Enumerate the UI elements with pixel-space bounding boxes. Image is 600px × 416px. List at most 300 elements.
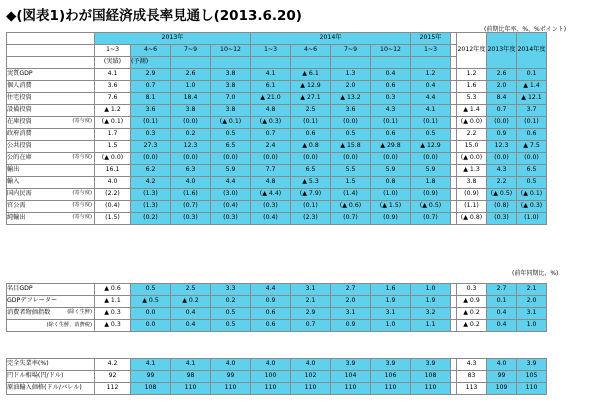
- value-cell: ▲ 29.8: [371, 141, 411, 153]
- value-cell: 7.7: [251, 165, 291, 177]
- row-label: [7, 165, 95, 177]
- row-label: [7, 189, 95, 201]
- value-cell: 0.5: [211, 129, 251, 141]
- header-fy-2013: 2013年度: [487, 33, 517, 69]
- nominal-price-table: [6, 283, 547, 332]
- value-cell: 2.9: [131, 69, 171, 81]
- value-cell: 0.0: [131, 308, 171, 320]
- row-label: [7, 141, 95, 153]
- value-cell: 1.0: [411, 284, 451, 296]
- row-label-text: 純輸出: [7, 214, 26, 222]
- value-cell: 12.3: [171, 141, 211, 153]
- table-row: [7, 308, 547, 320]
- growth-forecast-table: [6, 32, 547, 225]
- value-cell: 2.2: [457, 129, 487, 141]
- value-cell: 1.0: [171, 81, 211, 93]
- value-cell: 1.0: [517, 320, 547, 332]
- row-label: [7, 296, 95, 308]
- value-cell: ▲ 0.2: [171, 296, 211, 308]
- value-cell: ▲ 1.4: [457, 105, 487, 117]
- value-cell: (2.3): [291, 213, 331, 225]
- value-cell: (▲ 0.3): [251, 117, 291, 129]
- value-cell: 8.1: [131, 93, 171, 105]
- value-cell: 110: [371, 383, 411, 395]
- value-cell: (0.0): [211, 153, 251, 165]
- row-label-text: 実質GDP: [7, 70, 33, 78]
- table-row: [7, 153, 547, 165]
- value-cell: (0.0): [291, 153, 331, 165]
- value-cell: 98: [171, 371, 211, 383]
- value-cell: 112: [95, 383, 131, 395]
- table-row: [7, 213, 547, 225]
- table-row: [7, 117, 547, 129]
- value-cell: ▲ 0.2: [457, 320, 487, 332]
- value-cell: 0.9: [487, 129, 517, 141]
- value-cell: 0.9: [331, 320, 371, 332]
- row-label-text: 政府消費: [7, 130, 32, 138]
- row-label-text: 官公需: [7, 202, 26, 210]
- value-cell: (0.0): [251, 153, 291, 165]
- value-cell: (0.1): [517, 117, 547, 129]
- value-cell: 3.1: [331, 308, 371, 320]
- value-cell: 2.6: [487, 69, 517, 81]
- header-quarter: 1~3: [411, 45, 451, 57]
- value-cell: (0.4): [251, 213, 291, 225]
- value-cell: 110: [331, 383, 371, 395]
- value-cell: (1.0): [517, 213, 547, 225]
- macro-assumption-table: [6, 358, 547, 395]
- value-cell: (▲ 0.0): [457, 153, 487, 165]
- row-label-text: 名目GDP: [7, 285, 33, 293]
- value-cell: ▲ 1.2: [95, 105, 131, 117]
- value-cell: (▲ 0.5): [411, 201, 451, 213]
- value-cell: 27.3: [131, 141, 171, 153]
- value-cell: 4.2: [95, 359, 131, 371]
- row-label: [7, 117, 95, 129]
- value-cell: 0.9: [251, 296, 291, 308]
- value-cell: (▲ 0.6): [331, 201, 371, 213]
- value-cell: 83: [457, 371, 487, 383]
- value-cell: 6.5: [211, 141, 251, 153]
- value-cell: (0.7): [171, 201, 211, 213]
- table-row: [7, 129, 547, 141]
- value-cell: 8.4: [487, 93, 517, 105]
- value-cell: 3.8: [211, 69, 251, 81]
- value-cell: 7.6: [95, 93, 131, 105]
- header-fy-2012: 2012年度: [457, 33, 487, 69]
- value-cell: 3.3: [211, 284, 251, 296]
- row-label-text: 公的在庫: [7, 154, 32, 162]
- header-blank: [171, 57, 211, 69]
- value-cell: ▲ 12.9: [411, 141, 451, 153]
- value-cell: 113: [457, 383, 487, 395]
- value-cell: 3.7: [517, 105, 547, 117]
- value-cell: (▲ 0.1): [211, 117, 251, 129]
- value-cell: 1.1: [411, 320, 451, 332]
- value-cell: (1.1): [457, 201, 487, 213]
- mid-rows: [7, 284, 547, 332]
- value-cell: ▲ 27.1: [291, 93, 331, 105]
- value-cell: ▲ 0.5: [131, 296, 171, 308]
- row-label: [7, 308, 95, 320]
- value-cell: 0.4: [487, 308, 517, 320]
- value-cell: 0.6: [517, 129, 547, 141]
- table-row: [7, 201, 547, 213]
- value-cell: 2.1: [291, 296, 331, 308]
- unit-label-top: (前期比年率、%、%ポイント): [484, 26, 567, 33]
- value-cell: 4.0: [487, 359, 517, 371]
- value-cell: 3.9: [517, 359, 547, 371]
- value-cell: 4.3: [487, 165, 517, 177]
- row-note: (寄与度): [72, 214, 92, 221]
- row-label: [7, 93, 95, 105]
- value-cell: 110: [251, 383, 291, 395]
- row-label: [7, 177, 95, 189]
- value-cell: ▲ 0.9: [457, 296, 487, 308]
- value-cell: 0.7: [291, 320, 331, 332]
- value-cell: 5.9: [411, 165, 451, 177]
- value-cell: 0.2: [171, 129, 211, 141]
- value-cell: (0.4): [95, 201, 131, 213]
- value-cell: 0.7: [251, 129, 291, 141]
- value-cell: 3.6: [95, 81, 131, 93]
- value-cell: (2.2): [95, 189, 131, 201]
- table-row: [7, 320, 547, 332]
- value-cell: 0.5: [131, 284, 171, 296]
- value-cell: (0.1): [131, 117, 171, 129]
- value-cell: (0.0): [487, 153, 517, 165]
- header-status-forecast: (予測): [131, 57, 171, 69]
- value-cell: ▲ 0.2: [457, 308, 487, 320]
- value-cell: (1.5): [95, 213, 131, 225]
- value-cell: 6.5: [291, 165, 331, 177]
- value-cell: 4.1: [411, 105, 451, 117]
- header-quarter: 1~3: [95, 45, 131, 57]
- value-cell: (0.1): [371, 117, 411, 129]
- value-cell: 3.1: [371, 308, 411, 320]
- value-cell: (1.4): [331, 189, 371, 201]
- value-cell: 0.7: [487, 105, 517, 117]
- row-label-text: 個人消費: [7, 82, 32, 90]
- value-cell: (0.0): [131, 153, 171, 165]
- row-label: [7, 201, 95, 213]
- value-cell: 0.3: [131, 129, 171, 141]
- value-cell: 3.9: [371, 359, 411, 371]
- header-quarter: 10~12: [371, 45, 411, 57]
- header-fy-2014: 2014年度: [517, 33, 547, 69]
- row-label: [7, 383, 95, 395]
- row-label-text: 公共投資: [7, 142, 32, 150]
- header-year-2014: 2014年: [251, 33, 411, 45]
- value-cell: (▲ 0.5): [487, 189, 517, 201]
- value-cell: 4.3: [371, 105, 411, 117]
- value-cell: (0.3): [487, 213, 517, 225]
- row-note: (寄与度): [72, 154, 92, 161]
- value-cell: (0.1): [291, 201, 331, 213]
- value-cell: (0.0): [487, 117, 517, 129]
- header-blank: [211, 57, 251, 69]
- value-cell: 2.0: [331, 296, 371, 308]
- value-cell: (1.3): [131, 189, 171, 201]
- value-cell: (▲ 0.3): [517, 201, 547, 213]
- value-cell: 0.5: [211, 320, 251, 332]
- value-cell: 110: [211, 383, 251, 395]
- value-cell: 0.4: [371, 69, 411, 81]
- value-cell: 0.6: [371, 81, 411, 93]
- row-note: (寄与度): [72, 118, 92, 125]
- value-cell: 0.3: [371, 93, 411, 105]
- value-cell: 3.9: [331, 359, 371, 371]
- value-cell: 1.5: [95, 141, 131, 153]
- value-cell: 102: [291, 371, 331, 383]
- value-cell: 0.8: [371, 177, 411, 189]
- header-blank: [7, 57, 95, 69]
- value-cell: 1.7: [95, 129, 131, 141]
- value-cell: 0.1: [487, 296, 517, 308]
- table-row: [7, 189, 547, 201]
- value-cell: 4.2: [131, 177, 171, 189]
- value-cell: 3.9: [411, 359, 451, 371]
- value-cell: 104: [331, 371, 371, 383]
- value-cell: 110: [291, 383, 331, 395]
- header-blank: [251, 57, 291, 69]
- value-cell: (0.9): [411, 189, 451, 201]
- value-cell: 4.1: [251, 69, 291, 81]
- value-cell: 4.1: [131, 359, 171, 371]
- value-cell: (▲ 0.8): [457, 213, 487, 225]
- header-quarter: 1~3: [251, 45, 291, 57]
- value-cell: (0.0): [331, 117, 371, 129]
- value-cell: 4.1: [95, 69, 131, 81]
- bottom-rows: [7, 359, 547, 395]
- value-cell: (▲ 0.1): [517, 189, 547, 201]
- value-cell: (0.3): [171, 213, 211, 225]
- value-cell: (▲ 1.5): [371, 201, 411, 213]
- value-cell: 2.9: [291, 308, 331, 320]
- row-note: (除く生鮮、消費税): [46, 321, 92, 328]
- column-gap: [451, 57, 457, 69]
- value-cell: 4.0: [291, 359, 331, 371]
- value-cell: 3.6: [131, 105, 171, 117]
- table-row: [7, 165, 547, 177]
- value-cell: (1.3): [131, 201, 171, 213]
- row-label-text: GDPデフレーター: [7, 297, 58, 305]
- value-cell: 4.8: [251, 105, 291, 117]
- row-label: [7, 129, 95, 141]
- header-quarter: 4~6: [131, 45, 171, 57]
- row-label: [7, 320, 95, 332]
- row-label: [7, 213, 95, 225]
- value-cell: 108: [131, 383, 171, 395]
- value-cell: 0.2: [211, 296, 251, 308]
- value-cell: (0.0): [371, 153, 411, 165]
- value-cell: 110: [517, 383, 547, 395]
- value-cell: 0.1: [517, 69, 547, 81]
- unit-label-bottom: (前年同期比、%): [512, 270, 559, 277]
- row-label: [7, 105, 95, 117]
- value-cell: 1.8: [411, 177, 451, 189]
- value-cell: 5.3: [457, 93, 487, 105]
- value-cell: (0.0): [171, 153, 211, 165]
- value-cell: 2.7: [331, 284, 371, 296]
- header-status-actual: (実績): [95, 57, 131, 69]
- value-cell: 0.6: [251, 308, 291, 320]
- value-cell: 2.0: [517, 296, 547, 308]
- value-cell: 0.4: [171, 308, 211, 320]
- value-cell: 110: [411, 383, 451, 395]
- value-cell: 4.4: [251, 284, 291, 296]
- value-cell: 4.0: [251, 359, 291, 371]
- value-cell: 4.0: [211, 359, 251, 371]
- row-label-text: 在庫投資: [7, 118, 32, 126]
- header-quarter: 7~9: [331, 45, 371, 57]
- value-cell: (0.0): [331, 153, 371, 165]
- value-cell: (0.1): [291, 117, 331, 129]
- table-row: [7, 371, 547, 383]
- page-title: ◆(図表1)わが国経済成長率見通し(2013.6.20): [6, 8, 302, 24]
- value-cell: 5.9: [371, 165, 411, 177]
- value-cell: 4.8: [251, 177, 291, 189]
- value-cell: 106: [371, 371, 411, 383]
- value-cell: ▲ 6.1: [291, 69, 331, 81]
- table-row: [7, 359, 547, 371]
- value-cell: 0.5: [211, 308, 251, 320]
- value-cell: 2.5: [171, 284, 211, 296]
- value-cell: 108: [411, 371, 451, 383]
- value-cell: 2.0: [331, 81, 371, 93]
- table-row: [7, 81, 547, 93]
- table-row: [7, 69, 547, 81]
- row-label-text: 円ドル相場(円/ドル): [7, 372, 64, 380]
- header-blank: [7, 45, 95, 57]
- row-label: [7, 371, 95, 383]
- value-cell: ▲ 1.4: [517, 81, 547, 93]
- value-cell: 0.6: [291, 129, 331, 141]
- value-cell: 3.8: [211, 81, 251, 93]
- value-cell: 7.0: [211, 93, 251, 105]
- value-cell: 16.1: [95, 165, 131, 177]
- value-cell: ▲ 15.8: [331, 141, 371, 153]
- row-label-text: 原油輸入価格(ドル/バレル): [7, 384, 82, 392]
- table-row: [7, 296, 547, 308]
- table-row: [7, 141, 547, 153]
- header-year-2013: 2013年: [95, 33, 251, 45]
- table-row: [7, 383, 547, 395]
- value-cell: 1.0: [371, 320, 411, 332]
- value-cell: 1.2: [457, 69, 487, 81]
- value-cell: 0.3: [457, 284, 487, 296]
- value-cell: 0.6: [251, 320, 291, 332]
- column-gap: [451, 45, 457, 57]
- value-cell: 99: [211, 371, 251, 383]
- value-cell: 3.8: [211, 105, 251, 117]
- value-cell: 4.4: [211, 177, 251, 189]
- header-quarter: 7~9: [171, 45, 211, 57]
- value-cell: (▲ 0.0): [457, 117, 487, 129]
- value-cell: 0.4: [487, 320, 517, 332]
- value-cell: (3.0): [211, 189, 251, 201]
- value-cell: (0.9): [371, 213, 411, 225]
- value-cell: (0.3): [251, 201, 291, 213]
- value-cell: 2.6: [171, 69, 211, 81]
- value-cell: 3.6: [331, 105, 371, 117]
- row-label: [7, 359, 95, 371]
- value-cell: 2.0: [487, 81, 517, 93]
- value-cell: 0.7: [131, 81, 171, 93]
- row-note: (寄与度): [72, 190, 92, 197]
- value-cell: 12.3: [487, 141, 517, 153]
- value-cell: 3.8: [457, 177, 487, 189]
- value-cell: (0.7): [411, 213, 451, 225]
- value-cell: 0.5: [411, 129, 451, 141]
- header-quarter: 10~12: [211, 45, 251, 57]
- value-cell: 0.6: [371, 129, 411, 141]
- value-cell: ▲ 0.3: [95, 308, 131, 320]
- value-cell: 4.3: [457, 359, 487, 371]
- value-cell: ▲ 0.8: [291, 141, 331, 153]
- value-cell: 110: [171, 383, 211, 395]
- value-cell: 1.5: [331, 177, 371, 189]
- value-cell: 5.5: [331, 165, 371, 177]
- row-label-text: 輸出: [7, 166, 20, 174]
- value-cell: 5.9: [211, 165, 251, 177]
- value-cell: 4.0: [95, 177, 131, 189]
- value-cell: 2.1: [517, 284, 547, 296]
- value-cell: 1.6: [457, 81, 487, 93]
- value-cell: 105: [517, 371, 547, 383]
- value-cell: 18.4: [171, 93, 211, 105]
- value-cell: (0.3): [211, 213, 251, 225]
- row-label-text: 国内民需: [7, 190, 32, 198]
- value-cell: 3.1: [291, 284, 331, 296]
- table-row: [7, 93, 547, 105]
- value-cell: (0.0): [171, 117, 211, 129]
- value-cell: 4.1: [171, 359, 211, 371]
- value-cell: 6.3: [171, 165, 211, 177]
- value-cell: (0.2): [131, 213, 171, 225]
- value-cell: 100: [251, 371, 291, 383]
- value-cell: 2.7: [487, 284, 517, 296]
- value-cell: 92: [95, 371, 131, 383]
- value-cell: (0.0): [517, 153, 547, 165]
- value-cell: 2.2: [487, 177, 517, 189]
- value-cell: 2.5: [291, 105, 331, 117]
- row-label: [7, 81, 95, 93]
- value-cell: 4.4: [411, 93, 451, 105]
- value-cell: (0.9): [457, 189, 487, 201]
- value-cell: 0.5: [517, 177, 547, 189]
- header-year-row: [7, 33, 547, 45]
- value-cell: ▲ 0.6: [95, 284, 131, 296]
- header-quarter: 4~6: [291, 45, 331, 57]
- header-blank: [371, 57, 411, 69]
- table-row: [7, 284, 547, 296]
- value-cell: 0.0: [131, 320, 171, 332]
- value-cell: ▲ 12.1: [517, 93, 547, 105]
- header-year-2015: 2015年: [411, 33, 451, 45]
- value-cell: 6.1: [251, 81, 291, 93]
- table-row: [7, 177, 547, 189]
- value-cell: 99: [131, 371, 171, 383]
- row-label: [7, 153, 95, 165]
- value-cell: (0.7): [331, 213, 371, 225]
- value-cell: (1.0): [371, 189, 411, 201]
- value-cell: 3.2: [411, 308, 451, 320]
- value-cell: ▲ 12.9: [291, 81, 331, 93]
- value-cell: (▲ 7.9): [291, 189, 331, 201]
- value-cell: ▲ 0.3: [95, 320, 131, 332]
- header-blank: [331, 57, 371, 69]
